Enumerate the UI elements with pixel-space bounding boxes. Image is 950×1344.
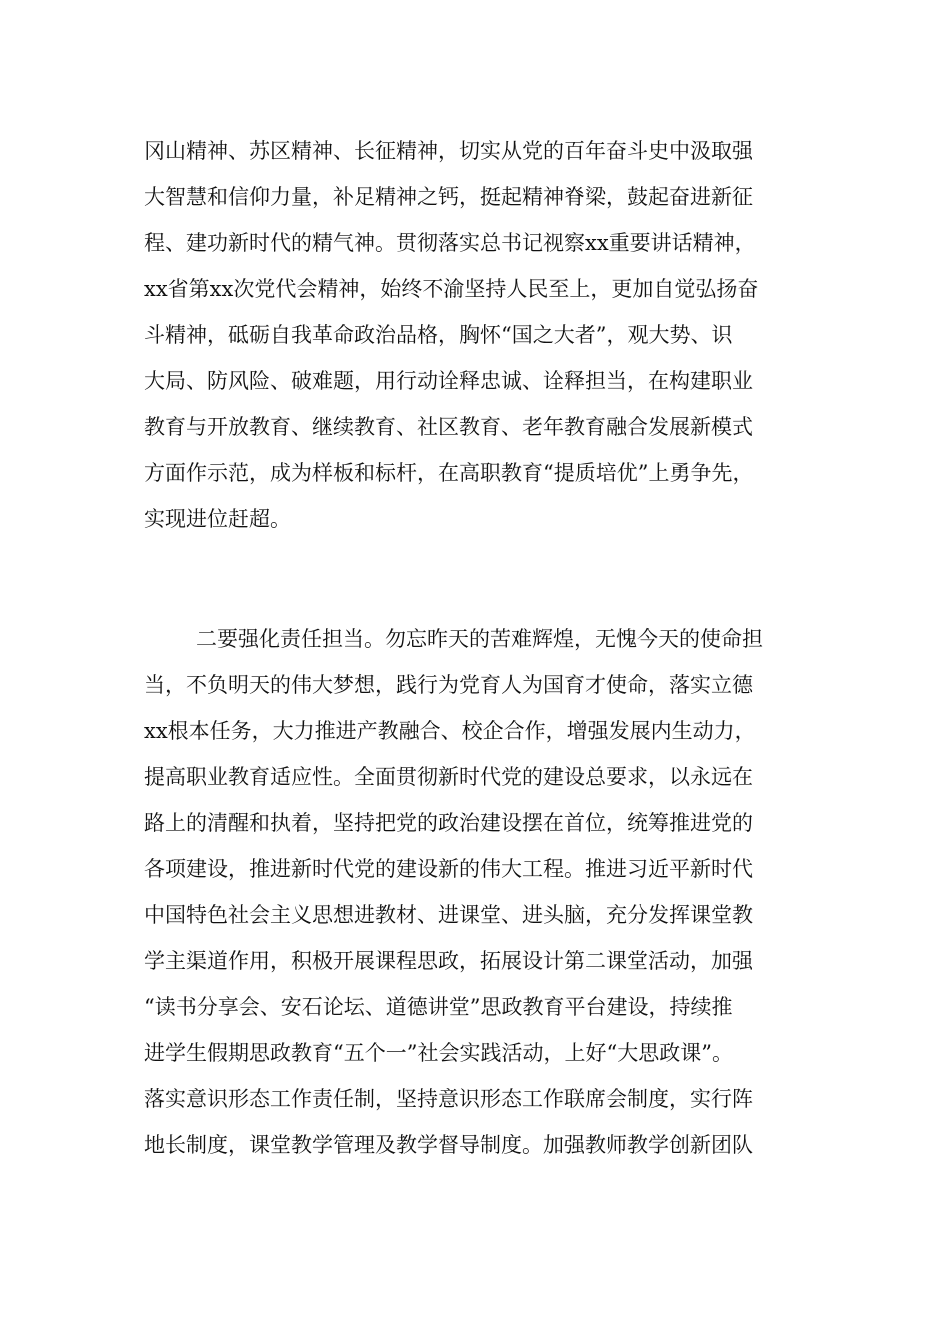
text-line: 进学生假期思政教育“五个一”社会实践活动，上好“大思政课”。	[144, 1041, 733, 1065]
body-paragraph-2	[144, 616, 824, 1168]
text-line: “读书分享会、安石论坛、道德讲堂”思政教育平台建设，持续推	[144, 995, 733, 1019]
text-line: 学主渠道作用，积极开展课程思政，拓展设计第二课堂活动，加强	[144, 949, 753, 973]
text-line: 二要强化责任担当。勿忘昨天的苦难辉煌，无愧今天的使命担	[196, 627, 763, 651]
text-line: 各项建设，推进新时代党的建设新的伟大工程。推进习近平新时代	[144, 857, 753, 881]
text-line: 地长制度，课堂教学管理及教学督导制度。加强教师教学创新团队	[144, 1133, 753, 1157]
text-line: 实现进位赶超。	[144, 507, 291, 531]
text-line: 大智慧和信仰力量，补足精神之钙，挺起精神脊梁，鼓起奋进新征	[144, 185, 753, 209]
text-line: 程、建功新时代的精气神。贯彻落实总书记视察xx重要讲话精神，	[144, 231, 756, 255]
text-line: 冈山精神、苏区精神、长征精神，切实从党的百年奋斗史中汲取强	[144, 139, 753, 163]
text-line: 方面作示范，成为样板和标杆，在高职教育“提质培优”上勇争先，	[144, 461, 754, 485]
text-line: 大局、防风险、破难题，用行动诠释忠诚、诠释担当，在构建职业	[144, 369, 753, 393]
text-line: 中国特色社会主义思想进教材、进课堂、进头脑，充分发挥课堂教	[144, 903, 753, 927]
text-line: 路上的清醒和执着，坚持把党的政治建设摆在首位，统筹推进党的	[144, 811, 753, 835]
text-line: 落实意识形态工作责任制，坚持意识形态工作联席会制度，实行阵	[144, 1087, 753, 1111]
text-line: 当，不负明天的伟大梦想，践行为党育人为国育才使命，落实立德	[144, 673, 753, 697]
text-line: 斗精神，砥砺自我革命政治品格，胸怀“国之大者”，观大势、识	[144, 323, 733, 347]
text-line: 教育与开放教育、继续教育、社区教育、老年教育融合发展新模式	[144, 415, 753, 439]
text-line: 提高职业教育适应性。全面贯彻新时代党的建设总要求，以永远在	[144, 765, 753, 789]
text-line: xx根本任务，大力推进产教融合、校企合作，增强发展内生动力，	[144, 719, 756, 743]
text-line: xx省第xx次党代会精神，始终不渝坚持人民至上，更加自觉弘扬奋	[144, 277, 759, 301]
body-paragraph-1	[144, 128, 824, 542]
